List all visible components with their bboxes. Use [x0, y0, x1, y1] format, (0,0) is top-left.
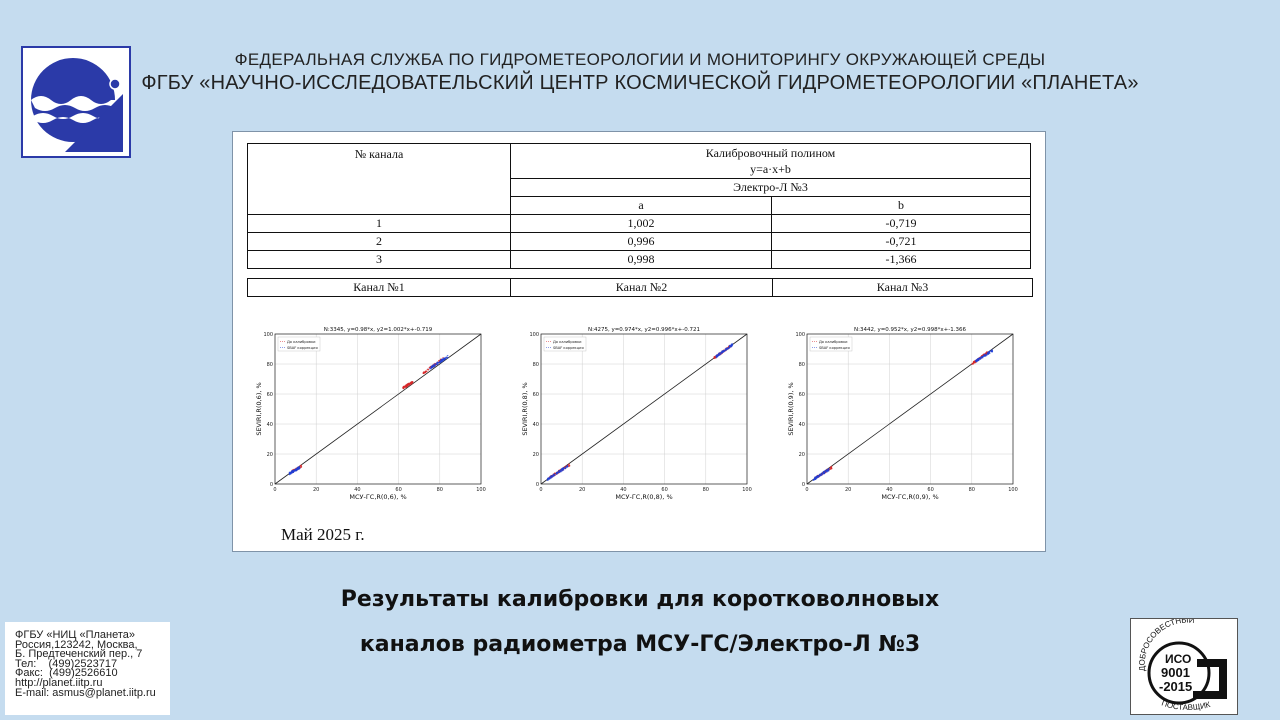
data-point	[814, 477, 816, 479]
data-point	[978, 358, 980, 360]
x-tick-label: 20	[579, 487, 586, 493]
iso-line2: 9001	[1161, 665, 1190, 680]
data-point	[817, 475, 819, 477]
cell-b: -1,366	[772, 251, 1031, 269]
cell-channel: 2	[248, 233, 511, 251]
data-point	[437, 362, 439, 364]
y-tick-label: 100	[529, 332, 539, 338]
x-tick-label: 0	[539, 487, 543, 493]
data-point	[724, 348, 726, 350]
report-date: Май 2025 г.	[281, 525, 365, 544]
data-point	[975, 360, 977, 362]
data-point	[569, 465, 571, 467]
data-point	[553, 474, 555, 476]
x-tick-label: 100	[476, 487, 486, 493]
data-point	[981, 356, 983, 358]
data-point	[293, 470, 295, 472]
data-point	[984, 355, 986, 357]
data-point	[300, 465, 302, 467]
contact-line: Факс: (499)2526610	[15, 667, 118, 680]
channels-table	[247, 278, 1033, 297]
x-tick-label: 20	[845, 487, 852, 493]
x-tick-label: 80	[702, 487, 709, 493]
scatter-plot-3	[785, 324, 1025, 512]
y-tick-label: 80	[798, 362, 805, 368]
header-line1: ФЕДЕРАЛЬНАЯ СЛУЖБА ПО ГИДРОМЕТЕОРОЛОГИИ И МОНИТОРИНГУ ОКРУЖАЮЩЕЙ СРЕДЫ	[234, 50, 1046, 69]
data-point	[408, 383, 410, 385]
data-point	[431, 366, 433, 368]
poly-formula: y=a·x+b	[750, 162, 791, 176]
data-point	[403, 386, 405, 388]
y-tick-label: 0	[801, 482, 805, 488]
y-tick-label: 40	[532, 422, 539, 428]
cell-a: 1,002	[511, 215, 772, 233]
cell-a: 0,996	[511, 233, 772, 251]
header	[140, 50, 1140, 95]
results-panel	[232, 131, 1046, 552]
y-axis-label: SEVIRI,R(0,9), %	[787, 382, 795, 436]
chart-title: N:4275, y=0.974*x, y2=0.996*x+-0.721	[587, 327, 701, 333]
data-point	[423, 371, 425, 373]
data-point	[425, 371, 427, 373]
data-point	[561, 469, 563, 471]
legend-label: SBAF коррекция	[819, 346, 850, 350]
scatter-svg	[519, 324, 759, 512]
chart-title: N:3345, y=0.98*x, y2=1.002*x+-0.719	[323, 327, 433, 333]
table-row	[248, 233, 1031, 251]
data-point	[568, 463, 570, 465]
data-point	[821, 474, 823, 476]
col-channel-header: № канала	[248, 144, 511, 215]
data-point	[718, 353, 720, 355]
header-line2: ФГБУ «НАУЧНО-ИССЛЕДОВАТЕЛЬСКИЙ ЦЕНТР КОСМИЧЕСКОЙ ГИДРОМЕТЕОРОЛОГИИ «ПЛАНЕТА»	[141, 72, 1139, 94]
data-point	[440, 361, 442, 363]
data-point	[446, 357, 448, 359]
cell-b: -0,721	[772, 233, 1031, 251]
calibration-table	[247, 143, 1031, 269]
y-tick-label: 0	[535, 482, 539, 488]
data-point	[547, 478, 549, 480]
scatter-plot-1	[253, 324, 493, 512]
data-point	[289, 472, 291, 474]
scatter-plot-2	[519, 324, 759, 512]
x-tick-label: 80	[968, 487, 975, 493]
y-tick-label: 40	[798, 422, 805, 428]
data-point	[434, 365, 436, 367]
y-tick-label: 60	[532, 392, 539, 398]
chart-title: N:3442, y=0.952*x, y2=0.998*x+-1.366	[853, 327, 967, 333]
x-axis-label: МСУ-ГС,R(0,9), %	[881, 493, 939, 501]
data-point	[405, 386, 407, 388]
x-tick-label: 60	[661, 487, 668, 493]
data-point	[813, 479, 815, 481]
contact-line: ФГБУ «НИЦ «Планета»	[15, 629, 136, 641]
data-point	[410, 382, 412, 384]
scatter-svg	[785, 324, 1025, 512]
iso-bottom-arc: ПОСТАВЩИК	[1160, 698, 1212, 713]
y-tick-label: 20	[266, 452, 273, 458]
data-point	[567, 465, 569, 467]
y-tick-label: 60	[266, 392, 273, 398]
data-point	[729, 346, 731, 348]
channel-label-1: Канал №1	[248, 279, 511, 297]
x-tick-label: 40	[354, 487, 361, 493]
contact-card	[5, 622, 170, 715]
data-point	[550, 476, 552, 478]
slide-title-line1: Результаты калибровки для коротковолновых	[340, 587, 940, 612]
y-tick-label: 40	[266, 422, 273, 428]
channel-label-2: Канал №2	[511, 279, 773, 297]
data-point	[432, 365, 434, 367]
table-row	[248, 251, 1031, 269]
data-point	[564, 467, 566, 469]
y-axis-label: SEVIRI,R(0,8), %	[521, 382, 529, 436]
data-point	[442, 359, 444, 361]
y-tick-label: 20	[798, 452, 805, 458]
cell-channel: 1	[248, 215, 511, 233]
legend-label: До калибровки	[287, 340, 316, 344]
data-point	[434, 363, 436, 365]
x-tick-label: 100	[742, 487, 752, 493]
iso-line3: -2015	[1159, 679, 1193, 694]
data-point	[978, 359, 980, 361]
table-row	[248, 215, 1031, 233]
col-b-header: b	[772, 197, 1031, 215]
y-tick-label: 0	[269, 482, 273, 488]
data-point	[559, 472, 561, 474]
contact-line: Россия,123242, Москва,	[15, 638, 138, 651]
iso-certification-badge	[1130, 618, 1238, 715]
data-point	[721, 351, 723, 353]
x-tick-label: 100	[1008, 487, 1018, 493]
scatter-svg	[253, 324, 493, 512]
data-point	[429, 368, 431, 370]
data-point	[828, 468, 830, 470]
data-point	[403, 387, 405, 389]
iso-line1: ИСО	[1165, 652, 1192, 666]
data-point	[406, 384, 408, 386]
y-axis-label: SEVIRI,R(0,6), %	[255, 382, 263, 436]
data-point	[714, 357, 716, 359]
legend-label: SBAF коррекция	[287, 346, 318, 350]
data-point	[723, 350, 725, 352]
iso-top-arc: ДОБРОСОВЕСТНЫЙ	[1137, 619, 1196, 672]
data-point	[298, 467, 300, 469]
cell-channel: 3	[248, 251, 511, 269]
contact-line: E-mail: asmus@planet.iitp.ru	[15, 686, 156, 699]
data-point	[444, 358, 446, 360]
data-point	[830, 466, 832, 468]
data-point	[447, 355, 449, 357]
data-point	[412, 381, 414, 383]
x-tick-label: 60	[395, 487, 402, 493]
data-point	[547, 479, 549, 481]
reference-line	[275, 334, 481, 484]
x-tick-label: 80	[436, 487, 443, 493]
data-point	[555, 473, 557, 475]
data-point	[824, 471, 826, 473]
x-tick-label: 40	[620, 487, 627, 493]
x-tick-label: 40	[886, 487, 893, 493]
satellite-header: Электро-Л №3	[511, 179, 1031, 197]
data-point	[554, 474, 556, 476]
x-tick-label: 20	[313, 487, 320, 493]
y-tick-label: 100	[263, 332, 273, 338]
contact-line: Тел: (499)2523717	[15, 657, 118, 670]
legend-label: До калибровки	[819, 340, 848, 344]
data-point	[295, 470, 297, 472]
data-point	[717, 355, 719, 357]
x-tick-label: 60	[927, 487, 934, 493]
contact-line: http://planet.iitp.ru	[15, 676, 103, 689]
y-tick-label: 80	[532, 362, 539, 368]
legend-label: До калибровки	[553, 340, 582, 344]
data-point	[991, 349, 993, 351]
contact-line: Б. Предтеченский пер., 7	[15, 648, 143, 661]
cell-b: -0,719	[772, 215, 1031, 233]
data-point	[427, 369, 429, 371]
data-point	[437, 363, 439, 365]
poly-title: Калибровочный полином	[705, 146, 836, 160]
data-point	[826, 469, 828, 471]
x-tick-label: 0	[805, 487, 809, 493]
data-point	[987, 353, 989, 355]
data-point	[729, 345, 731, 347]
col-a-header: a	[511, 197, 772, 215]
y-tick-label: 100	[795, 332, 805, 338]
y-tick-label: 80	[266, 362, 273, 368]
y-tick-label: 20	[532, 452, 539, 458]
y-tick-label: 60	[798, 392, 805, 398]
channel-label-3: Канал №3	[773, 279, 1033, 297]
organization-logo	[21, 46, 131, 158]
data-point	[407, 384, 409, 386]
legend-label: SBAF коррекция	[553, 346, 584, 350]
x-axis-label: МСУ-ГС,R(0,6), %	[349, 493, 407, 501]
poly-header	[511, 144, 1031, 179]
cell-a: 0,998	[511, 251, 772, 269]
x-axis-label: МСУ-ГС,R(0,8), %	[615, 493, 673, 501]
data-point	[988, 351, 990, 353]
slide-title-line2: каналов радиометра МСУ-ГС/Электро-Л №3	[359, 632, 921, 657]
x-tick-label: 0	[273, 487, 277, 493]
data-point	[991, 351, 993, 353]
data-point	[815, 478, 817, 480]
